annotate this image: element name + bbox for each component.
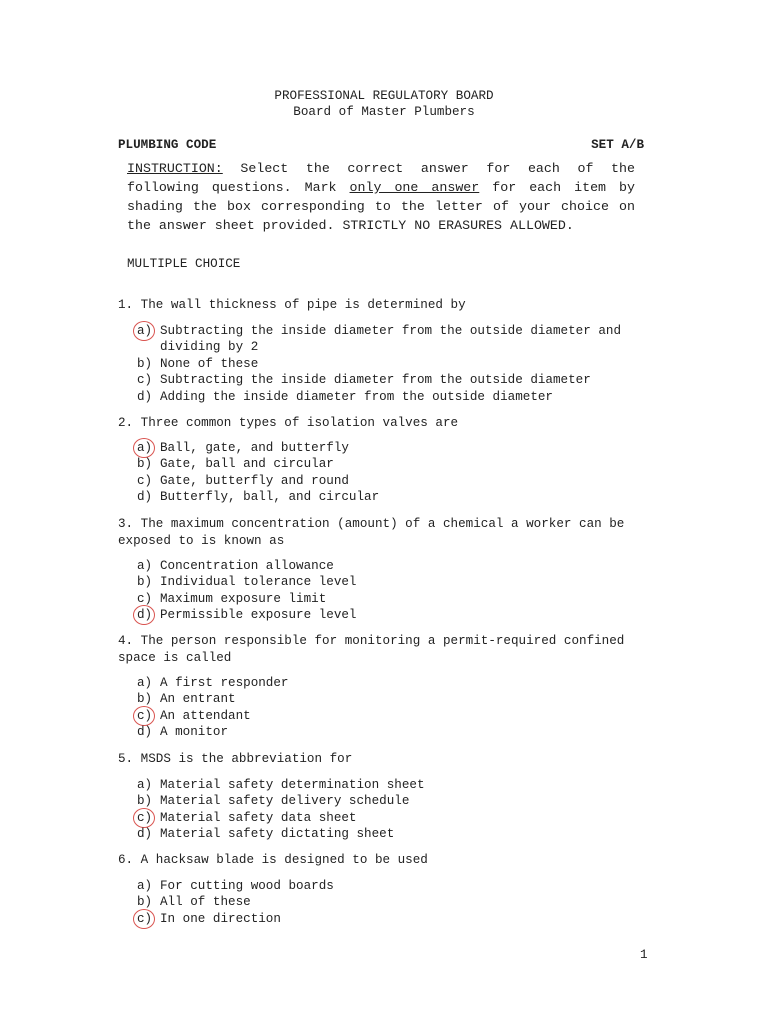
option-q1-a	[137, 323, 637, 356]
option-letter: b)	[137, 356, 153, 371]
question-3: 3. The maximum concentration (amount) of a chemical a worker can be exposed to is known as	[118, 517, 625, 548]
options-q4	[137, 675, 637, 741]
option-q3-a	[137, 558, 637, 574]
option-letter: b)	[137, 457, 153, 472]
option-letter: d)	[137, 827, 153, 842]
option-text: Maximum exposure limit	[160, 591, 327, 606]
section-title: MULTIPLE CHOICE	[127, 257, 241, 271]
page-number: 1	[640, 948, 648, 962]
option-q5-d	[137, 826, 637, 842]
board-title: PROFESSIONAL REGULATORY BOARD	[274, 89, 494, 103]
question-1: 1. The wall thickness of pipe is determined by	[118, 298, 466, 312]
board-subtitle: Board of Master Plumbers	[293, 105, 475, 119]
option-letter: a)	[137, 778, 153, 792]
option-letter: c)	[137, 911, 153, 926]
option-letter: c)	[137, 708, 153, 723]
option-q5-c	[137, 810, 637, 826]
option-text: None of these	[160, 356, 259, 371]
option-letter: b)	[137, 895, 153, 910]
option-text: Material safety delivery schedule	[160, 794, 410, 809]
option-text: Subtracting the inside diameter from the outside diameter	[160, 373, 591, 388]
option-letter: c)	[137, 473, 153, 488]
options-q3	[137, 558, 637, 624]
option-q2-a	[137, 440, 637, 456]
option-text: Gate, butterfly and round	[160, 473, 349, 488]
option-q5-b	[137, 793, 637, 809]
option-text: In one direction	[160, 911, 281, 926]
option-letter: a)	[137, 676, 153, 690]
option-q3-b	[137, 574, 637, 590]
option-text: Material safety dictating sheet	[160, 827, 395, 842]
option-text: Material safety data sheet	[160, 810, 357, 825]
question-5: 5. MSDS is the abbreviation for	[118, 752, 353, 766]
option-letter: d)	[137, 608, 153, 623]
option-q6-a	[137, 878, 637, 894]
option-text: Subtracting the inside diameter from the outside diameter and dividing by 2	[160, 324, 622, 355]
options-q6	[137, 878, 637, 927]
option-q2-b	[137, 456, 637, 472]
option-text: A monitor	[160, 725, 229, 740]
option-text: Butterfly, ball, and circular	[160, 490, 380, 505]
option-q1-d	[137, 389, 637, 405]
option-letter: d)	[137, 389, 153, 404]
instruction-paragraph	[127, 159, 635, 235]
option-q5-a	[137, 777, 637, 793]
option-q1-c	[137, 372, 637, 388]
option-text: An attendant	[160, 708, 251, 723]
subject-label: PLUMBING CODE	[118, 138, 217, 152]
option-text: Material safety determination sheet	[160, 778, 425, 792]
option-letter: c)	[137, 591, 153, 606]
option-text: All of these	[160, 895, 251, 910]
subject-row	[118, 137, 644, 153]
option-text: A first responder	[160, 676, 289, 690]
option-q1-b	[137, 356, 637, 372]
instruction-text-1: Select the correct answer for each of the following questions. Mark	[127, 161, 635, 195]
option-q2-c	[137, 473, 637, 489]
option-q3-d	[137, 607, 637, 623]
option-text: An entrant	[160, 692, 236, 707]
option-q4-a	[137, 675, 637, 691]
options-q2	[137, 440, 637, 506]
option-text: Concentration allowance	[160, 559, 334, 573]
instruction-label: INSTRUCTION:	[127, 161, 223, 176]
set-label: SET A/B	[591, 138, 644, 152]
option-text: For cutting wood boards	[160, 879, 334, 893]
option-letter: a)	[137, 559, 153, 573]
option-letter: a)	[137, 324, 153, 338]
option-letter: c)	[137, 373, 153, 388]
option-letter: a)	[137, 441, 153, 455]
option-q3-c	[137, 591, 637, 607]
option-letter: c)	[137, 810, 153, 825]
options-q1	[137, 323, 637, 405]
option-text: Adding the inside diameter from the outside diameter	[160, 389, 553, 404]
option-q4-b	[137, 691, 637, 707]
option-q4-c	[137, 708, 637, 724]
question-4: 4. The person responsible for monitoring a permit-required confined space is called	[118, 634, 625, 665]
option-letter: b)	[137, 794, 153, 809]
option-q2-d	[137, 489, 637, 505]
option-text: Gate, ball and circular	[160, 457, 334, 472]
option-letter: d)	[137, 725, 153, 740]
instruction-text-2: for each item by shading the box corresponding to the letter of your choice on the answer sheet provided. STRICTLY NO ERASURES ALLOWED.	[127, 180, 635, 233]
options-q5	[137, 777, 637, 843]
option-q4-d	[137, 724, 637, 740]
option-letter: d)	[137, 490, 153, 505]
option-letter: b)	[137, 692, 153, 707]
option-letter: a)	[137, 879, 153, 893]
option-text: Permissible exposure level	[160, 608, 357, 623]
option-text: Individual tolerance level	[160, 575, 357, 590]
option-q6-b	[137, 894, 637, 910]
question-2: 2. Three common types of isolation valves are	[118, 416, 459, 430]
instruction-emphasis: only one answer	[349, 180, 480, 195]
option-text: Ball, gate, and butterfly	[160, 441, 349, 455]
question-6: 6. A hacksaw blade is designed to be used	[118, 853, 428, 867]
option-letter: b)	[137, 575, 153, 590]
option-q6-c	[137, 911, 637, 927]
